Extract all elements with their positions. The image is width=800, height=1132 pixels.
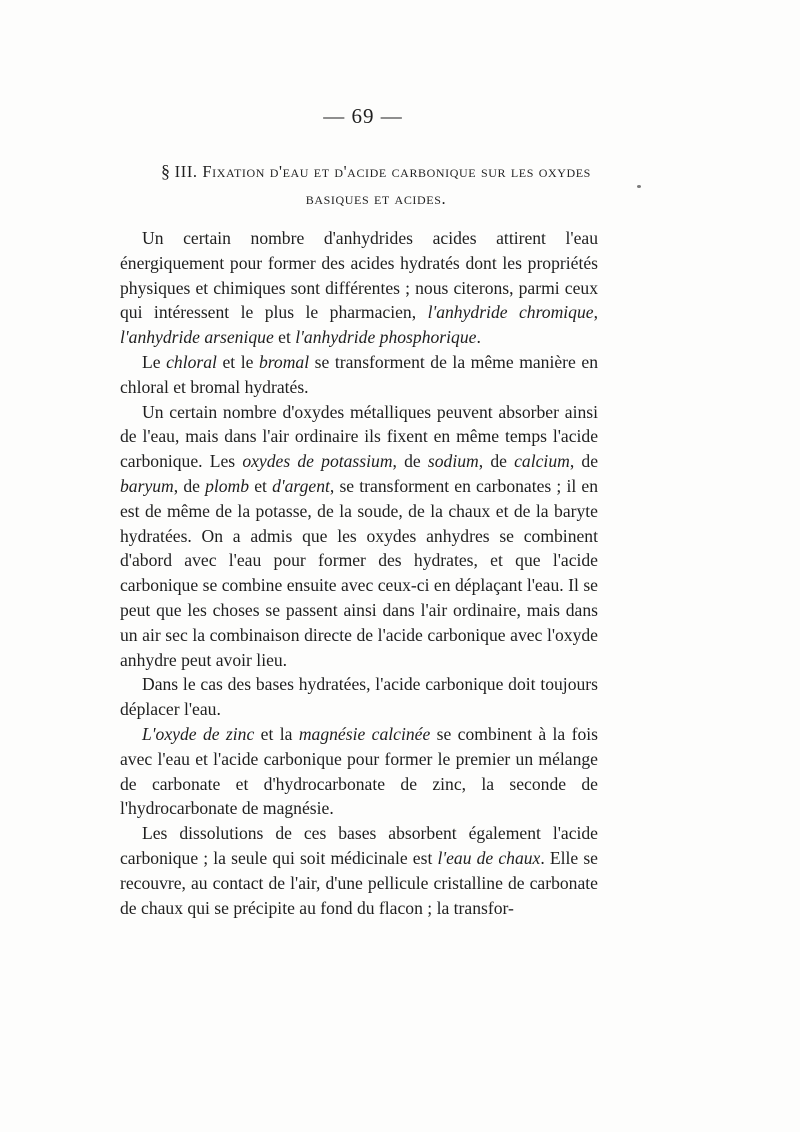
italic-term: calcium (514, 451, 570, 472)
italic-term: l'anhydride phosphorique (295, 327, 477, 348)
text-span: Le (142, 351, 167, 372)
section-mark: § (161, 161, 171, 181)
paragraph-dissolutions (120, 821, 598, 920)
body-text (120, 226, 598, 920)
italic-term: bromal (258, 351, 310, 372)
italic-term: l'eau de chaux (437, 847, 541, 868)
italic-term: oxydes de potassium (242, 451, 393, 472)
text-span: se combinent à la fois avec l'eau et l'acide carbonique pour former le premier un mélange de carbonate et d'hydrocarbonate de zinc, la seconde de l'hydrocarbonate de magnésie. (120, 723, 598, 819)
section-heading-line-2: basiques et acides. (305, 189, 447, 208)
text-span: . (476, 327, 481, 348)
italic-term: d'argent (272, 475, 330, 496)
text-span: , de (173, 475, 206, 496)
text-span: et la (254, 723, 299, 744)
text-span: , se transforment en carbonates ; il en est de même de la potasse, de la soude, de la chaux et de la baryte hydratées. On a admis que les oxydes anhydres se combinent d'abord avec l'eau pour former des hydrates, et que l'acide carbonique se combine ensuite avec ceux-ci en déplaçant l'eau. Il se peut que les choses se passent ainsi dans l'air ordinaire, mais dans un air sec la combinaison directe de l'acide carbonique avec l'oxyde anhydre peut avoir lieu. (120, 475, 598, 670)
section-heading-line-1 (140, 158, 612, 185)
text-span: Dans le cas des bases hydratées, l'acide carbonique doit toujours déplacer l'eau. (120, 674, 598, 720)
text-span: et le (216, 351, 259, 372)
italic-term: magnésie calcinée (298, 723, 431, 744)
text-span: se transforment de la même manière en chloral et bromal hydratés. (120, 351, 598, 397)
text-span: et (273, 327, 296, 348)
italic-term: l'anhydride chromique (427, 302, 594, 323)
italic-term: sodium (427, 451, 479, 472)
text-span: , de (392, 451, 428, 472)
page-number: — 69 — (323, 104, 403, 128)
paragraph-anhydrides (120, 226, 598, 350)
paragraph-oxydes (120, 400, 598, 673)
section-heading (140, 158, 612, 212)
section-heading-text: III. Fixation d'eau et d'acide carbonique sur les oxydes (174, 162, 591, 181)
italic-term: plomb (205, 475, 250, 496)
text-span: Un certain nombre d'anhydrides acides attirent l'eau énergiquement pour former des acides hydratés dont les propriétés physiques et chimiques sont différentes ; nous citerons, parmi ceux qui intéressent le plus le pharmacien, (120, 228, 598, 323)
text-span: , de (478, 451, 515, 472)
text-span: , (593, 302, 598, 323)
text-span: Les dissolutions de ces bases absorbent également l'acide carbonique ; la seule qui soit médicinale est (120, 823, 598, 868)
print-speck (637, 185, 641, 188)
paragraph-chloral (120, 350, 598, 400)
text-span: et (249, 475, 273, 496)
italic-term: l'anhydride arsenique (120, 327, 274, 348)
italic-term: chloral (166, 351, 217, 372)
paragraph-zinc-magnesie (120, 722, 598, 821)
paragraph-bases-hydratees (120, 672, 598, 722)
italic-term: baryum (120, 475, 174, 496)
text-span: Un certain nombre d'oxydes métalliques peuvent absorber ainsi de l'eau, mais dans l'air ordinaire ils fixent en même temps l'acide carbonique. Les (120, 401, 598, 472)
italic-term: L'oxyde de zinc (142, 723, 255, 744)
text-span: . Elle se recouvre, au contact de l'air, d'une pellicule cristalline de carbonate de chaux qui se précipite au fond du flacon ; la transfor- (120, 847, 598, 918)
text-span: , de (569, 451, 599, 472)
